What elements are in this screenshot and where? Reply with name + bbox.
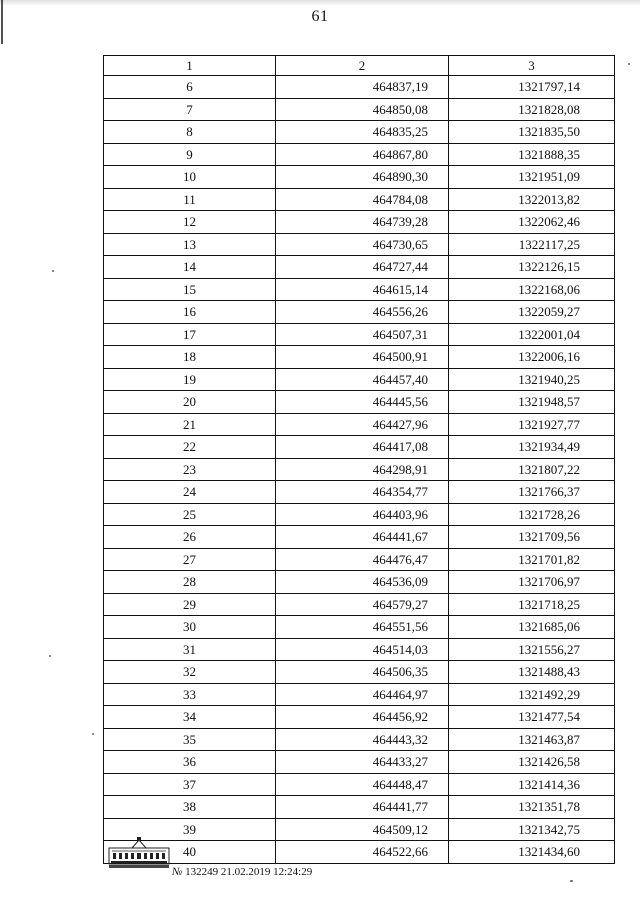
cell-x-coordinate: 464837,19 <box>276 76 449 99</box>
table-row <box>104 211 615 234</box>
cell-point-number: 35 <box>104 728 276 751</box>
table-row <box>104 548 615 571</box>
table-row <box>104 571 615 594</box>
scan-speck <box>628 63 630 65</box>
table-row <box>104 188 615 211</box>
column-header-point: 1 <box>104 56 276 76</box>
building-emblem-icon <box>108 836 170 870</box>
cell-x-coordinate: 464448,47 <box>276 773 449 796</box>
cell-y-coordinate: 1321709,56 <box>449 526 615 549</box>
table-row <box>104 796 615 819</box>
table-row <box>104 436 615 459</box>
cell-x-coordinate: 464464,97 <box>276 683 449 706</box>
cell-x-coordinate: 464890,30 <box>276 166 449 189</box>
cell-point-number: 21 <box>104 413 276 436</box>
cell-point-number: 6 <box>104 76 276 99</box>
cell-x-coordinate: 464507,31 <box>276 323 449 346</box>
cell-point-number: 37 <box>104 773 276 796</box>
cell-x-coordinate: 464867,80 <box>276 143 449 166</box>
cell-point-number: 23 <box>104 458 276 481</box>
cell-x-coordinate: 464850,08 <box>276 98 449 121</box>
cell-x-coordinate: 464298,91 <box>276 458 449 481</box>
table-row <box>104 413 615 436</box>
cell-y-coordinate: 1321477,54 <box>449 706 615 729</box>
cell-x-coordinate: 464835,25 <box>276 121 449 144</box>
table-row <box>104 98 615 121</box>
cell-y-coordinate: 1321927,77 <box>449 413 615 436</box>
cell-point-number: 19 <box>104 368 276 391</box>
cell-y-coordinate: 1321807,22 <box>449 458 615 481</box>
table-row <box>104 143 615 166</box>
cell-x-coordinate: 464556,26 <box>276 301 449 324</box>
table-row <box>104 346 615 369</box>
cell-point-number: 39 <box>104 818 276 841</box>
cell-x-coordinate: 464739,28 <box>276 211 449 234</box>
cell-x-coordinate: 464456,92 <box>276 706 449 729</box>
cell-y-coordinate: 1321426,58 <box>449 751 615 774</box>
cell-x-coordinate: 464506,35 <box>276 661 449 684</box>
cell-point-number: 22 <box>104 436 276 459</box>
table-row <box>104 76 615 99</box>
cell-x-coordinate: 464417,08 <box>276 436 449 459</box>
cell-y-coordinate: 1321463,87 <box>449 728 615 751</box>
table-row <box>104 683 615 706</box>
cell-point-number: 16 <box>104 301 276 324</box>
cell-point-number: 28 <box>104 571 276 594</box>
cell-point-number: 34 <box>104 706 276 729</box>
coordinates-table <box>103 55 615 864</box>
cell-x-coordinate: 464445,56 <box>276 391 449 414</box>
cell-x-coordinate: 464727,44 <box>276 256 449 279</box>
table-row <box>104 616 615 639</box>
cell-y-coordinate: 1321685,06 <box>449 616 615 639</box>
cell-y-coordinate: 1321951,09 <box>449 166 615 189</box>
column-header-y: 3 <box>449 56 615 76</box>
scan-speck <box>570 880 573 882</box>
cell-y-coordinate: 1321948,57 <box>449 391 615 414</box>
cell-y-coordinate: 1321766,37 <box>449 481 615 504</box>
cell-point-number: 15 <box>104 278 276 301</box>
cell-x-coordinate: 464784,08 <box>276 188 449 211</box>
cell-y-coordinate: 1322006,16 <box>449 346 615 369</box>
table-row <box>104 481 615 504</box>
scan-speck <box>52 270 54 272</box>
cell-y-coordinate: 1321888,35 <box>449 143 615 166</box>
table-row <box>104 661 615 684</box>
table-row <box>104 751 615 774</box>
coordinates-table-container <box>103 55 614 864</box>
cell-point-number: 24 <box>104 481 276 504</box>
cell-point-number: 8 <box>104 121 276 144</box>
cell-point-number: 30 <box>104 616 276 639</box>
table-header-row <box>104 56 615 76</box>
cell-point-number: 13 <box>104 233 276 256</box>
cell-y-coordinate: 1321728,26 <box>449 503 615 526</box>
cell-x-coordinate: 464441,67 <box>276 526 449 549</box>
cell-x-coordinate: 464427,96 <box>276 413 449 436</box>
table-row <box>104 301 615 324</box>
cell-point-number: 12 <box>104 211 276 234</box>
table-row <box>104 638 615 661</box>
table-row <box>104 728 615 751</box>
cell-x-coordinate: 464433,27 <box>276 751 449 774</box>
cell-x-coordinate: 464522,66 <box>276 841 449 864</box>
cell-y-coordinate: 1321828,08 <box>449 98 615 121</box>
cell-point-number: 17 <box>104 323 276 346</box>
page-number: 61 <box>311 8 329 25</box>
cell-y-coordinate: 1322126,15 <box>449 256 615 279</box>
table-row <box>104 121 615 144</box>
cell-y-coordinate: 1321488,43 <box>449 661 615 684</box>
cell-y-coordinate: 1321342,75 <box>449 818 615 841</box>
cell-point-number: 27 <box>104 548 276 571</box>
cell-x-coordinate: 464579,27 <box>276 593 449 616</box>
cell-point-number: 9 <box>104 143 276 166</box>
cell-point-number: 18 <box>104 346 276 369</box>
table-row <box>104 706 615 729</box>
cell-y-coordinate: 1321706,97 <box>449 571 615 594</box>
cell-x-coordinate: 464536,09 <box>276 571 449 594</box>
cell-y-coordinate: 1321556,27 <box>449 638 615 661</box>
table-row <box>104 458 615 481</box>
cell-point-number: 40 <box>104 841 276 864</box>
cell-y-coordinate: 1322117,25 <box>449 233 615 256</box>
cell-y-coordinate: 1321351,78 <box>449 796 615 819</box>
cell-x-coordinate: 464457,40 <box>276 368 449 391</box>
cell-point-number: 20 <box>104 391 276 414</box>
table-row <box>104 391 615 414</box>
cell-x-coordinate: 464500,91 <box>276 346 449 369</box>
cell-y-coordinate: 1322001,04 <box>449 323 615 346</box>
cell-point-number: 32 <box>104 661 276 684</box>
registration-stamp <box>172 866 312 878</box>
table-row <box>104 526 615 549</box>
cell-x-coordinate: 464441,77 <box>276 796 449 819</box>
cell-point-number: 7 <box>104 98 276 121</box>
cell-y-coordinate: 1322168,06 <box>449 278 615 301</box>
cell-point-number: 14 <box>104 256 276 279</box>
document-number-sign: № <box>172 866 183 878</box>
cell-x-coordinate: 464476,47 <box>276 548 449 571</box>
cell-y-coordinate: 1321701,82 <box>449 548 615 571</box>
table-row <box>104 503 615 526</box>
cell-y-coordinate: 1322059,27 <box>449 301 615 324</box>
cell-point-number: 26 <box>104 526 276 549</box>
cell-point-number: 38 <box>104 796 276 819</box>
cell-x-coordinate: 464514,03 <box>276 638 449 661</box>
cell-point-number: 31 <box>104 638 276 661</box>
cell-y-coordinate: 1321718,25 <box>449 593 615 616</box>
scan-speck <box>49 655 51 657</box>
cell-point-number: 36 <box>104 751 276 774</box>
cell-point-number: 25 <box>104 503 276 526</box>
footer-stamp-area <box>108 836 508 886</box>
cell-x-coordinate: 464443,32 <box>276 728 449 751</box>
table-body <box>104 76 615 864</box>
cell-y-coordinate: 1321835,50 <box>449 121 615 144</box>
cell-x-coordinate: 464551,56 <box>276 616 449 639</box>
registration-stamp-text: 132249 21.02.2019 12:24:29 <box>185 866 313 878</box>
cell-point-number: 11 <box>104 188 276 211</box>
cell-y-coordinate: 1322013,82 <box>449 188 615 211</box>
cell-y-coordinate: 1322062,46 <box>449 211 615 234</box>
cell-point-number: 10 <box>104 166 276 189</box>
cell-y-coordinate: 1321934,49 <box>449 436 615 459</box>
cell-y-coordinate: 1321492,29 <box>449 683 615 706</box>
scan-speck <box>92 733 94 735</box>
cell-x-coordinate: 464403,96 <box>276 503 449 526</box>
cell-x-coordinate: 464354,77 <box>276 481 449 504</box>
column-header-x: 2 <box>276 56 449 76</box>
cell-y-coordinate: 1321414,36 <box>449 773 615 796</box>
scan-edge-shadow <box>0 0 640 6</box>
table-row <box>104 593 615 616</box>
cell-x-coordinate: 464509,12 <box>276 818 449 841</box>
cell-y-coordinate: 1321940,25 <box>449 368 615 391</box>
table-row <box>104 323 615 346</box>
table-row <box>104 233 615 256</box>
cell-y-coordinate: 1321434,60 <box>449 841 615 864</box>
table-row <box>104 166 615 189</box>
table-row <box>104 256 615 279</box>
table-row <box>104 773 615 796</box>
cell-x-coordinate: 464615,14 <box>276 278 449 301</box>
table-row <box>104 368 615 391</box>
cell-y-coordinate: 1321797,14 <box>449 76 615 99</box>
table-row <box>104 278 615 301</box>
cell-point-number: 33 <box>104 683 276 706</box>
cell-x-coordinate: 464730,65 <box>276 233 449 256</box>
cell-point-number: 29 <box>104 593 276 616</box>
